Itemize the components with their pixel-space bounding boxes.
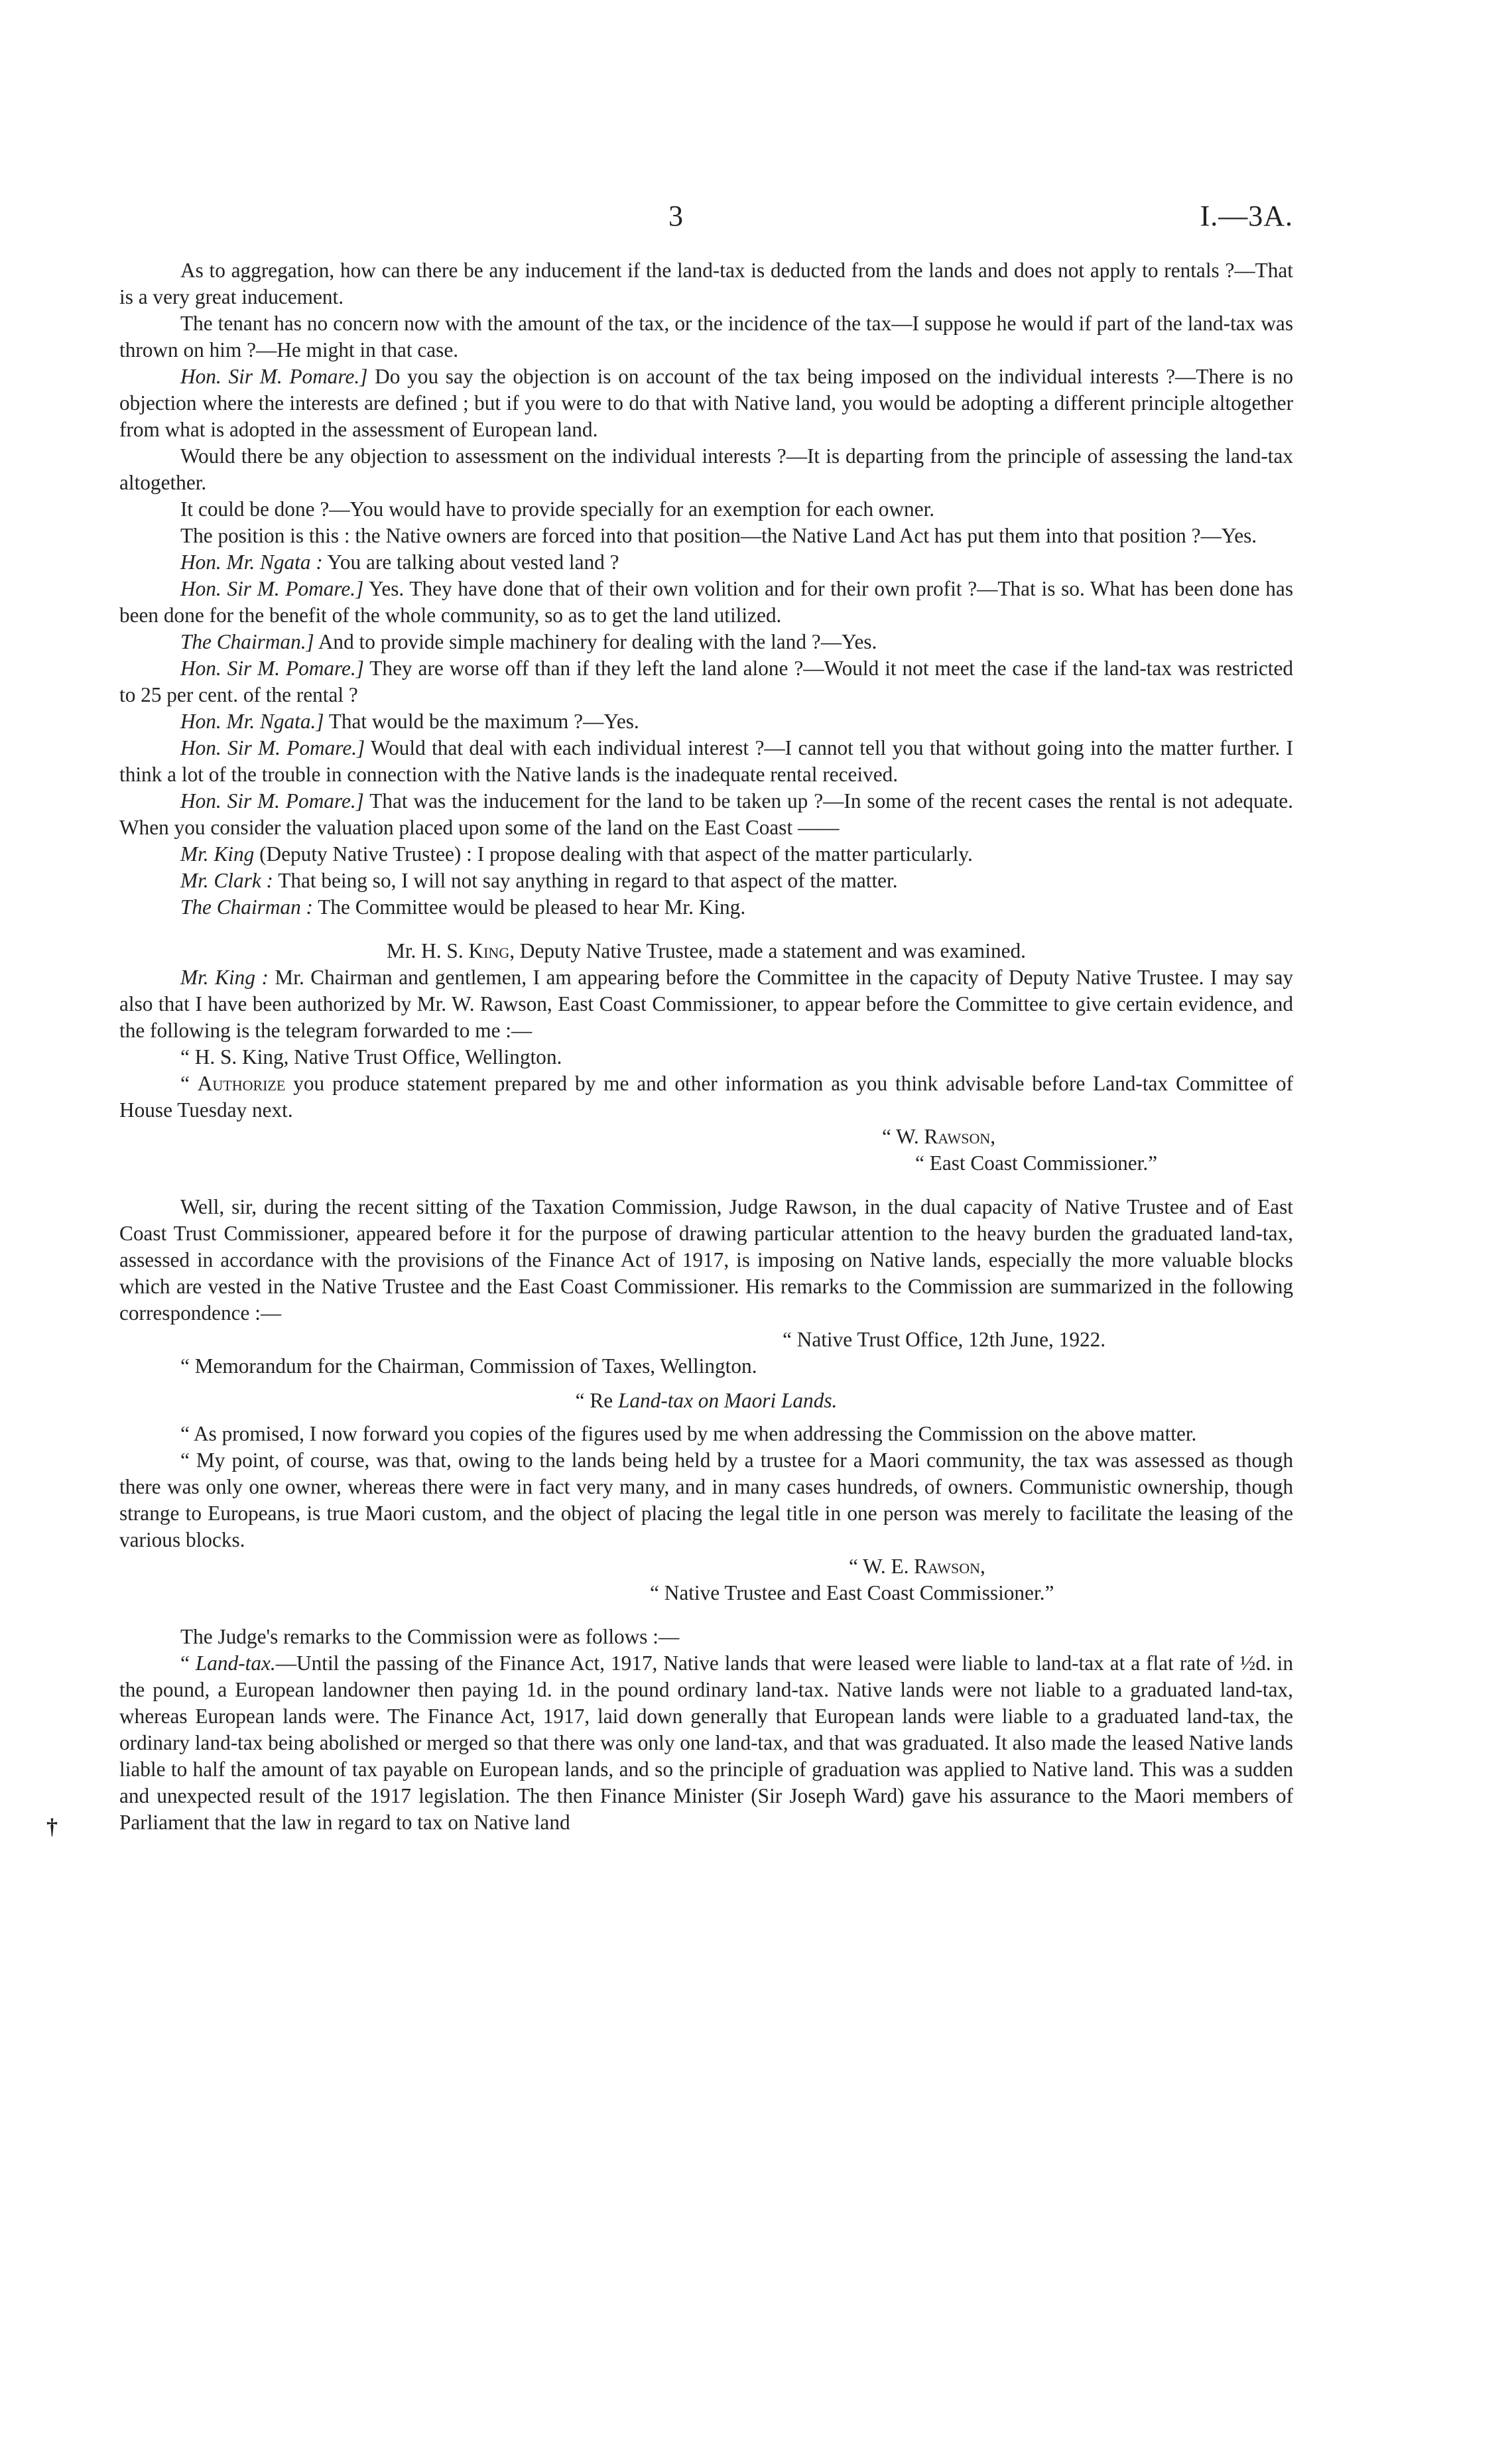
heading-name: King (468, 939, 510, 962)
memo-signature-title: “ Native Trustee and East Coast Commissioner.” (650, 1581, 1054, 1604)
page-header (119, 199, 1293, 245)
judge-intro: The Judge's remarks to the Commission were as follows :— (180, 1625, 680, 1648)
memo-paragraph-1: “ As promised, I now forward you copies of the figures used by me when addressing the Commission on the above matter. (180, 1422, 1197, 1445)
paragraph-text: As to aggregation, how can there be any inducement if the land-tax is deducted from the lands and does not apply to rentals ?—That is a very great inducement. (119, 259, 1293, 308)
paragraph-text: Yes. They have done that of their own volition and for their own profit ?—That is so. What has been done has been done for the benefit of the whole community, so as to get the land utilized. (119, 577, 1293, 627)
evidence-paragraph (119, 788, 1293, 841)
paragraph-text: (Deputy Native Trustee) : I propose dealing with that aspect of the matter particularly. (254, 842, 973, 866)
king-paragraph (119, 964, 1293, 1044)
speaker-label: Mr. King : (180, 966, 269, 989)
paragraph-text: That was the inducement for the land to be taken up ?—In some of the recent cases the rental is not adequate. When you consider the valuation placed upon some of the land on the East Coast —— (119, 789, 1293, 839)
paragraph-text: That being so, I will not say anything in regard to that aspect of the matter. (273, 869, 898, 892)
memo-re-line: “ Re Land-tax on Maori Lands. (575, 1389, 838, 1412)
paragraph-text: And to provide simple machinery for dealing with the land ?—Yes. (314, 630, 877, 653)
landtax-paragraph: “ Land-tax.—Until the passing of the Finance Act, 1917, Native lands that were leased were liable to land-tax at a flat rate of ½d. in the pound, a European landowner then paying 1d. in the pound ordinary land-tax. Native lands were not liable to a graduated land-tax, whereas European lands were. The Finance Act, 1917, laid down generally that European lands were liable to a graduated land-tax, the ordinary land-tax being abolished or merged so that there was only one land-tax, and that was graduated. It also made the leased Native lands liable to half the amount of tax payable on European lands, and so the principle of graduation was applied to Native land. This was a sudden and unexpected result of the 1917 legislation. The then Finance Minister (Sir Joseph Ward) gave his assurance to the Maori members of Parliament that the law in regard to tax on Native land (119, 1651, 1294, 1834)
memo-re-title: Land-tax on Maori Lands. (617, 1389, 838, 1412)
telegram-body: “ Authorize you produce statement prepared by me and other information as you think advisable before Land-tax Committee of House Tuesday next. (119, 1072, 1293, 1122)
evidence-paragraph (119, 576, 1293, 629)
speaker-label: Hon. Mr. Ngata.] (180, 710, 324, 733)
document-page (119, 199, 1293, 1836)
paragraph-text: That would be the maximum ?—Yes. (324, 710, 639, 733)
evidence-paragraph (119, 496, 1293, 523)
speaker-label: Mr. Clark : (180, 869, 273, 892)
paragraph-text: They are worse off than if they left the land alone ?—Would it not meet the case if the land-tax was restricted to 25 per cent. of the rental ? (119, 657, 1294, 706)
heading-post: , Deputy Native Trustee, made a statement and was examined. (509, 939, 1026, 962)
paragraph-text: Do you say the objection is on account of the tax being imposed on the individual interests ?—There is no objection where the interests are defined ; but if you were to do that with Native land, you would be adopting a different principle altogether from what is adopted in the assessment of European land. (119, 365, 1294, 441)
speaker-label: Hon. Sir M. Pomare.] (180, 365, 368, 388)
speaker-label: Hon. Sir M. Pomare.] (180, 657, 364, 680)
document-reference: I.—3A. (1200, 200, 1293, 232)
paragraph-text: Mr. Chairman and gentlemen, I am appearing before the Committee in the capacity of Deputy Native Trustee. I may say also that I have been authorized by Mr. W. Rawson, East Coast Commissioner, to appear before the Committee to give certain evidence, and the following is the telegram forwarded to me :— (119, 966, 1294, 1042)
memo-paragraph-2: “ My point, of course, was that, owing to the lands being held by a trustee for a Maori community, the tax was assessed as though there was only one owner, whereas there were in fact very many, and in many cases hundreds, of owners. Communistic ownership, though strange to Europeans, is true Maori custom, and the object of placing the legal title in one person was merely to facilitate the leasing of the various blocks. (119, 1449, 1293, 1551)
paragraph-text: It could be done ?—You would have to provide specially for an exemption for each owner. (180, 497, 935, 521)
evidence-paragraph (119, 868, 1293, 894)
speaker-label: The Chairman : (180, 895, 313, 919)
landtax-label: Land-tax. (195, 1651, 276, 1675)
paragraph-text: Would there be any objection to assessment on the individual interests ?—It is departing from the principle of assessing the land-tax altogether. (119, 444, 1293, 494)
evidence-paragraph (119, 841, 1293, 868)
heading-pre: Mr. H. S. (387, 939, 469, 962)
paragraph-text: The tenant has no concern now with the amount of the tax, or the incidence of the tax—I suppose he would if part of the land-tax was thrown on him ?—He might in that case. (119, 312, 1293, 361)
paragraph-text: You are talking about vested land ? (322, 550, 619, 574)
telegram-address: “ H. S. King, Native Trust Office, Wellington. (180, 1045, 562, 1068)
paragraph-text: The position is this : the Native owners are forced into that position—the Native Land Act has put them into that position ?—Yes. (180, 524, 1257, 547)
page-number: 3 (668, 200, 683, 232)
evidence-paragraph (119, 523, 1293, 549)
telegram-signature-title: “ East Coast Commissioner.” (915, 1151, 1158, 1175)
speaker-label: Hon. Mr. Ngata : (180, 550, 323, 574)
memo-dateline: “ Native Trust Office, 12th June, 1922. (783, 1328, 1106, 1351)
section-heading (119, 938, 1293, 964)
narrative-paragraph: Well, sir, during the recent sitting of the Taxation Commission, Judge Rawson, in the dual capacity of Native Trustee and of East Coast Trust Commissioner, appeared before it for the purpose of drawing particular attention to the heavy burden the graduated land-tax, assessed in accordance with the provisions of the Finance Act of 1917, is imposing on Native lands, especially the more valuable blocks which are vested in the Native Trustee and the East Coast Commissioner. His remarks to the Commission are summarized in the following correspondence :— (119, 1195, 1293, 1325)
speaker-label: Mr. King (180, 842, 255, 866)
evidence-paragraph (119, 549, 1293, 576)
memo-addressee: “ Memorandum for the Chairman, Commission of Taxes, Wellington. (180, 1354, 757, 1378)
speaker-label: Hon. Sir M. Pomare.] (180, 577, 364, 600)
margin-mark: † (46, 1815, 58, 1839)
memo-signature: “ W. E. Rawson, (849, 1555, 985, 1578)
speaker-label: The Chairman.] (180, 630, 314, 653)
evidence-paragraphs (119, 257, 1293, 921)
evidence-paragraph (119, 443, 1293, 496)
evidence-paragraph (119, 735, 1293, 788)
evidence-paragraph (119, 310, 1293, 363)
evidence-paragraph (119, 629, 1293, 655)
telegram-lead-word: Authorize (197, 1072, 286, 1095)
speaker-label: Hon. Sir M. Pomare.] (180, 789, 364, 812)
paragraph-text: The Committee would be pleased to hear Mr. King. (312, 895, 746, 919)
document-body (119, 257, 1293, 1836)
evidence-paragraph (119, 708, 1293, 735)
paragraph-text: Would that deal with each individual interest ?—I cannot tell you that without going into the matter further. I think a lot of the trouble in connection with the Native lands is the inadequate rental received. (119, 736, 1294, 786)
evidence-paragraph (119, 894, 1293, 921)
telegram-signature: “ W. Rawson, (882, 1125, 996, 1148)
evidence-paragraph (119, 257, 1293, 310)
evidence-paragraph (119, 655, 1293, 708)
evidence-paragraph (119, 363, 1293, 443)
speaker-label: Hon. Sir M. Pomare.] (180, 736, 365, 759)
